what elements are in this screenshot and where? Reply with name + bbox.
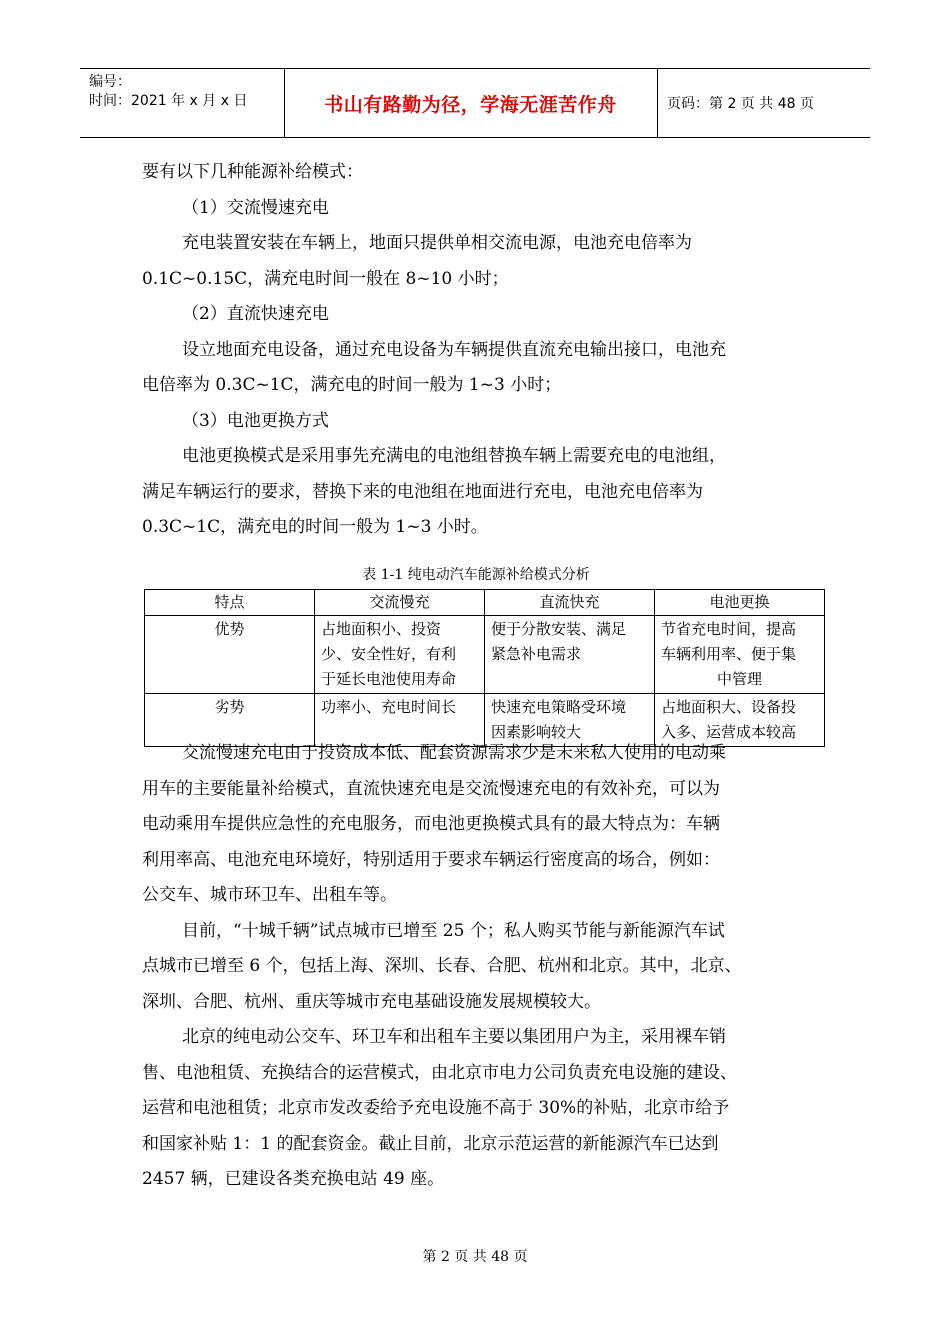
page-header xyxy=(80,68,870,138)
table-row xyxy=(145,616,825,694)
text-line: 用车的主要能量补给模式，直流快速充电是交流慢速充电的有效补充，可以为 xyxy=(142,778,720,799)
text-line: 公交车、城市环卫车、出租车等。 xyxy=(142,885,397,905)
header-motto: 书山有路勤为径，学海无涯苦作舟 xyxy=(324,94,617,116)
column-header: 直流快充 xyxy=(485,590,655,616)
text-line: 目前，“十城千辆”试点城市已增至 25 个；私人购买节能与新能源汽车试 xyxy=(182,920,725,941)
cell-line: 车辆利用率、便于集 xyxy=(661,645,797,663)
text-line: 利用率高、电池充电环境好，特别适用于要求车辆运行密度高的场合，例如： xyxy=(142,849,720,870)
text-line: 2457 辆，已建设各类充换电站 49 座。 xyxy=(142,1169,445,1189)
text-line: 0.3C~1C，满充电的时间一般为 1~3 小时。 xyxy=(142,517,488,537)
cell-line: 中管理 xyxy=(716,670,762,688)
page-footer: 第 2 页 共 48 页 xyxy=(422,1249,528,1265)
cell-line: 占地面积小、投资 xyxy=(321,620,442,638)
section-title: （2）直流快速充电 xyxy=(182,304,329,324)
text-line: 设立地面充电设备，通过充电设备为车辆提供直流充电输出接口，电池充 xyxy=(182,339,726,360)
text-line: 电池更换模式是采用事先充满电的电池组替换车辆上需要充电的电池组， xyxy=(182,446,726,466)
table-caption: 表 1-1 纯电动汽车能源补给模式分析 xyxy=(362,567,590,583)
text-line: 深圳、合肥、杭州、重庆等城市充电基础设施发展规模较大。 xyxy=(142,991,601,1012)
column-header: 特点 xyxy=(145,590,315,616)
header-page-info: 页码：第 2 页 共 48 页 xyxy=(667,96,814,112)
cell-line: 便于分散安装、满足 xyxy=(491,620,627,638)
section-analysis xyxy=(142,736,810,1198)
cell-line: 占地面积大、设备投 xyxy=(661,698,797,716)
table-header-row xyxy=(145,590,825,616)
text-line: 要有以下几种能源补给模式： xyxy=(142,162,363,182)
row-label: 劣势 xyxy=(145,694,315,747)
number-label: 编号： xyxy=(89,74,131,90)
text-line: 0.1C~0.15C，满充电时间一般在 8~10 小时； xyxy=(142,268,509,289)
table-cell xyxy=(655,616,825,694)
section-title: （1）交流慢速充电 xyxy=(182,197,329,218)
cell-line: 因素影响较大 xyxy=(491,723,582,741)
text-line: 充电装置安装在车辆上，地面只提供单相交流电源，电池充电倍率为 xyxy=(182,233,692,253)
text-line: 满足车辆运行的要求，替换下来的电池组在地面进行充电，电池充电倍率为 xyxy=(142,481,703,502)
cell-line: 于延长电池使用寿命 xyxy=(321,670,457,688)
column-header: 电池更换 xyxy=(655,590,825,616)
cell-line: 少、安全性好，有利 xyxy=(321,645,457,663)
text-line: 交流慢速充电由于投资成本低、配套资源需求少是未来私人使用的电动乘 xyxy=(182,743,726,763)
header-divider xyxy=(657,69,658,137)
comparison-table xyxy=(144,589,825,747)
section-title: （3）电池更换方式 xyxy=(182,410,329,431)
row-label: 优势 xyxy=(145,616,315,694)
header-meta xyxy=(89,73,247,111)
cell-line: 节省充电时间，提高 xyxy=(661,620,797,638)
text-line: 售、电池租赁、充换结合的运营模式，由北京市电力公司负责充电设施的建设、 xyxy=(142,1062,737,1083)
table-cell xyxy=(315,616,485,694)
text-line: 运营和电池租赁；北京市发改委给予充电设施不高于 30%的补贴，北京市给予 xyxy=(142,1098,730,1118)
cell-line: 入多、运营成本较高 xyxy=(661,723,797,741)
text-line: 北京的纯电动公交车、环卫车和出租车主要以集团用户为主，采用裸车销 xyxy=(182,1027,726,1047)
cell-line: 紧急补电需求 xyxy=(491,645,582,663)
column-header: 交流慢充 xyxy=(315,590,485,616)
cell-line: 功率小、充电时间长 xyxy=(321,698,457,716)
text-line: 电倍率为 0.3C~1C，满充电的时间一般为 1~3 小时； xyxy=(142,375,562,395)
date-label: 时间：2021 年 x 月 x 日 xyxy=(89,93,248,109)
text-line: 和国家补贴 1：1 的配套资金。截止目前，北京示范运营的新能源汽车已达到 xyxy=(142,1133,719,1154)
table-cell xyxy=(485,616,655,694)
section-intro xyxy=(142,155,810,546)
text-line: 电动乘用车提供应急性的充电服务，而电池更换模式具有的最大特点为：车辆 xyxy=(142,814,720,834)
text-line: 点城市已增至 6 个，包括上海、深圳、长春、合肥、杭州和北京。其中，北京、 xyxy=(142,956,742,976)
cell-line: 快速充电策略受环境 xyxy=(491,698,627,716)
